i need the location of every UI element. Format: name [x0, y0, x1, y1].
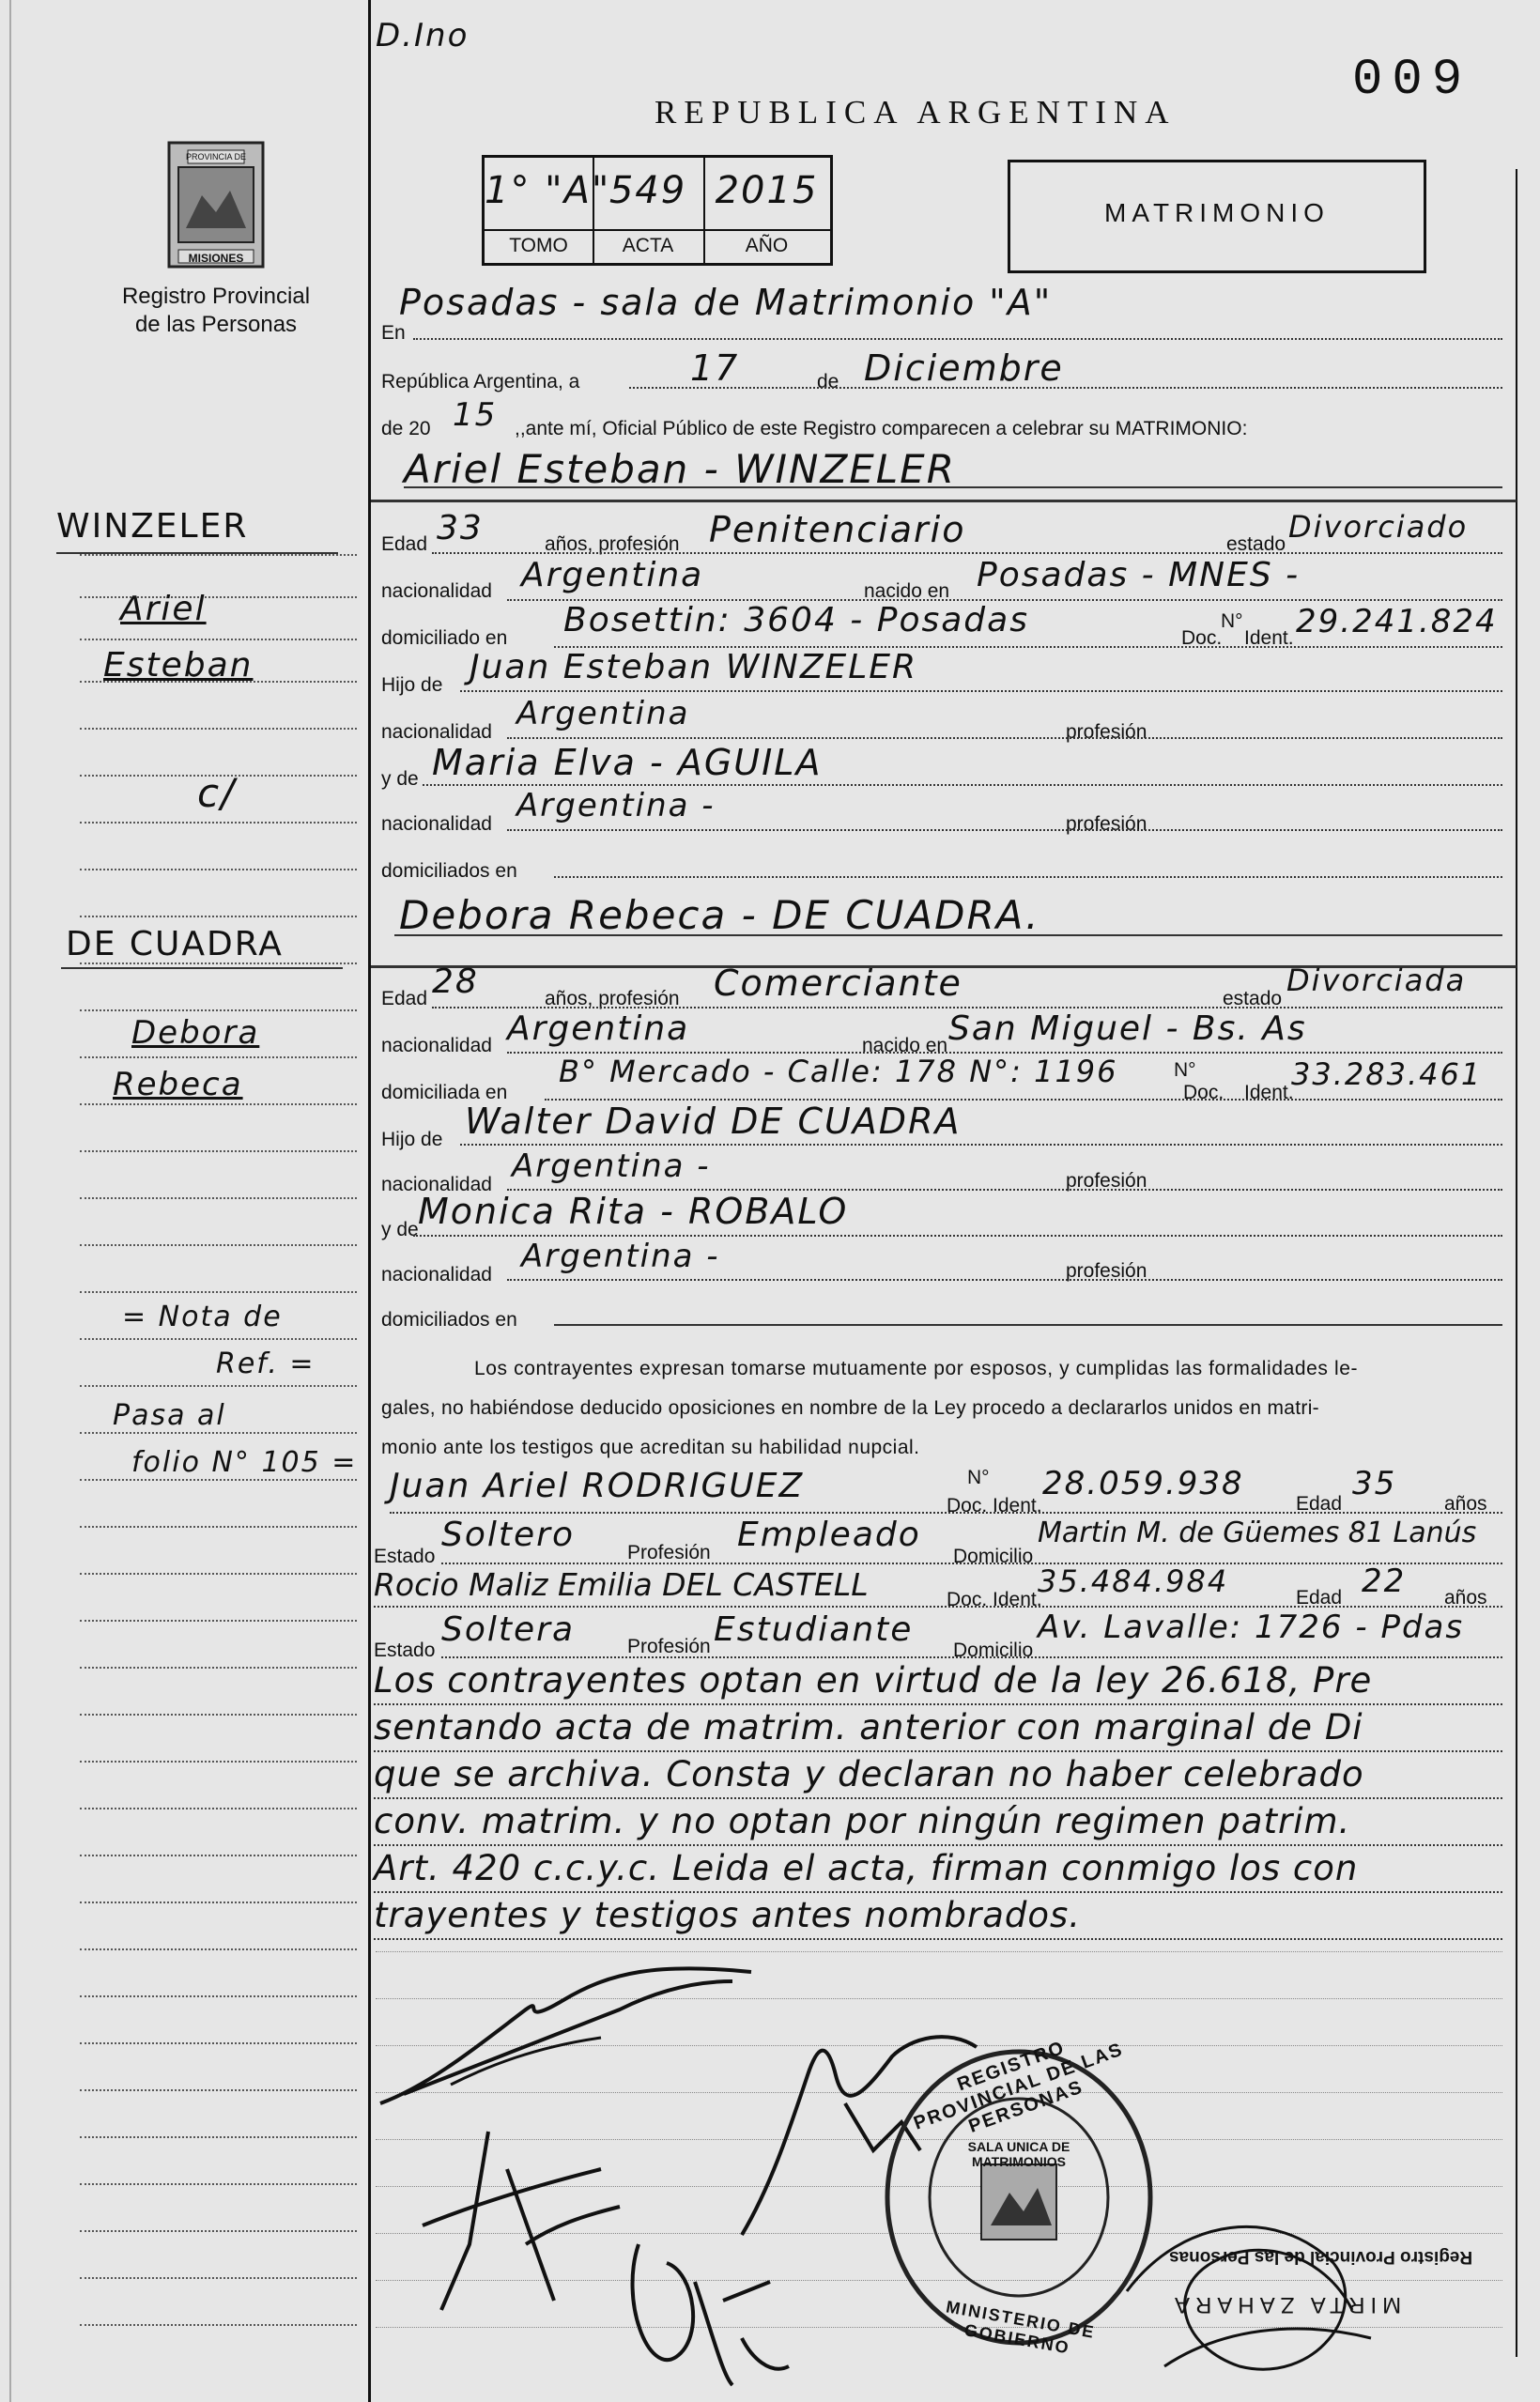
- groom-mother-profesion-label: profesión: [1066, 813, 1147, 835]
- ceremony-year-suffix: 15: [453, 396, 498, 434]
- groom-mother: Maria Elva - AGUILA: [432, 742, 823, 783]
- groom-mother-nac-label: nacionalidad: [381, 813, 492, 835]
- bride-mother-nac-label: nacionalidad: [381, 1264, 492, 1286]
- bride-mother-profesion-label: profesión: [1066, 1260, 1147, 1282]
- witness1-age: 35: [1352, 1465, 1397, 1502]
- groom-full-name: Ariel Esteban - WINZELER: [404, 446, 956, 492]
- bride-father-nationality: Argentina -: [512, 1147, 711, 1185]
- bride-birthplace: San Miguel - Bs. As: [948, 1009, 1307, 1048]
- year-label: AÑO: [745, 235, 789, 256]
- bride-n-label: N°: [1174, 1059, 1196, 1081]
- ceremony-day: 17: [690, 347, 740, 389]
- left-margin-rule: [368, 0, 371, 2402]
- groom-hijo-label: Hijo de: [381, 674, 443, 696]
- bride-estado-label: estado: [1223, 988, 1283, 1009]
- witness2-profesion-label: Profesión: [627, 1636, 711, 1657]
- stamp-bottom-text: MINISTERIO DE GOBIERNO: [944, 2297, 1097, 2358]
- witness2-doc-number: 35.484.984: [1038, 1563, 1229, 1599]
- groom-edad-label: Edad: [381, 533, 428, 555]
- document-type: MATRIMONIO: [1104, 198, 1330, 227]
- bride-doc-label: Doc.: [1183, 1082, 1224, 1103]
- groom-profession: Penitenciario: [709, 509, 966, 550]
- intro-sentence: ,,ante mí, Oficial Público de este Registro comparecen a celebrar su MATRIMONIO:: [515, 418, 1248, 439]
- bride-y-de-label: y de: [381, 1219, 419, 1240]
- witness2-domicilio-label: Domicilio: [953, 1640, 1034, 1661]
- witness2-civil-status: Soltera: [441, 1610, 576, 1649]
- margin-groom-surname: WINZELER: [56, 507, 249, 546]
- bride-nacido-label: nacido en: [862, 1035, 948, 1056]
- record-value: 549: [608, 169, 687, 212]
- bride-doc-number: 33.283.461: [1291, 1056, 1483, 1092]
- groom-nacido-label: nacido en: [864, 580, 950, 602]
- margin-bride-name1: Debora: [131, 1014, 260, 1052]
- bride-hijo-label: Hijo de: [381, 1129, 443, 1150]
- note-line-6: trayentes y testigos antes nombrados.: [374, 1895, 1082, 1935]
- volume-label: TOMO: [509, 235, 568, 256]
- witness2-edad-label: Edad: [1296, 1587, 1343, 1609]
- bride-anos-profesion-label: años, profesión: [545, 988, 680, 1009]
- witness1-domicilio-label: Domicilio: [953, 1546, 1034, 1567]
- year-value: 2015: [715, 169, 819, 212]
- note-line-1: Los contrayentes optan en virtud de la ley 26.618, Pre: [374, 1660, 1373, 1701]
- margin-note-line1: = Nota de: [122, 1301, 283, 1333]
- bride-father-profesion-label: profesión: [1066, 1170, 1147, 1192]
- groom-n-label: N°: [1221, 610, 1243, 632]
- witness1-address: Martin M. de Güemes 81 Lanús: [1038, 1517, 1477, 1549]
- margin-bride-surname: DE CUADRA: [66, 925, 284, 963]
- witness1-civil-status: Soltero: [441, 1516, 575, 1554]
- witness2-estado-label: Estado: [374, 1640, 436, 1661]
- groom-estado-label: estado: [1226, 533, 1286, 555]
- witness2-doc-label: Doc. Ident.: [947, 1589, 1042, 1610]
- officer-stamp-line1: MIRTA ZAHARA: [1169, 2292, 1402, 2317]
- groom-ident-label: Ident.: [1244, 627, 1294, 649]
- note-line-2: sentando acta de matrim. anterior con marginal de Di: [374, 1707, 1363, 1748]
- record-label: ACTA: [622, 235, 674, 256]
- groom-nacionalidad-label: nacionalidad: [381, 580, 492, 602]
- groom-father-nationality: Argentina: [516, 695, 690, 732]
- groom-father-profesion-label: profesión: [1066, 721, 1147, 743]
- bride-mother-nationality: Argentina -: [521, 1238, 720, 1275]
- volume-record-year-box: [482, 155, 833, 266]
- margin-bride-name2: Rebeca: [113, 1066, 243, 1103]
- bride-nacionalidad-label: nacionalidad: [381, 1035, 492, 1056]
- witness1-profession: Empleado: [737, 1516, 921, 1554]
- stamp-inner-text: SALA UNICA DE MATRIMONIOS: [967, 2139, 1070, 2169]
- witness2-age: 22: [1362, 1563, 1407, 1600]
- witness1-estado-label: Estado: [374, 1546, 436, 1567]
- de-year-label: de 20: [381, 418, 431, 439]
- note-line-4: conv. matrim. y no optan por ningún regimen patrim.: [374, 1801, 1351, 1841]
- bride-nationality: Argentina: [507, 1009, 690, 1048]
- groom-domiciliado-label: domiciliado en: [381, 627, 508, 649]
- witness1-edad-label: Edad: [1296, 1493, 1343, 1515]
- margin-groom-name1: Ariel: [120, 590, 207, 628]
- registry-name-line1: Registro Provincial: [121, 284, 311, 309]
- right-margin-rule: [1516, 169, 1517, 2357]
- witness1-anos-label: años: [1444, 1493, 1487, 1515]
- groom-birthplace: Posadas - MNES -: [977, 556, 1301, 594]
- witness2-address: Av. Lavalle: 1726 - Pdas: [1038, 1609, 1465, 1646]
- margin-note-line3: Pasa al: [113, 1399, 226, 1432]
- witness1-n-label: N°: [967, 1467, 990, 1488]
- bride-edad-label: Edad: [381, 988, 428, 1009]
- groom-doc-label: Doc.: [1181, 627, 1223, 649]
- witness2-profession: Estudiante: [714, 1610, 914, 1649]
- signature-witness2: [610, 2188, 798, 2394]
- margin-connector: c/: [197, 770, 237, 816]
- witness1-name: Juan Ariel RODRIGUEZ: [390, 1467, 805, 1505]
- bride-profession: Comerciante: [714, 962, 962, 1004]
- bride-mother: Monica Rita - ROBALO: [418, 1191, 849, 1232]
- folio-number: 009: [1352, 52, 1472, 109]
- groom-anos-profesion-label: años, profesión: [545, 533, 680, 555]
- groom-age: 33: [437, 509, 484, 547]
- bride-address: B° Mercado - Calle: 178 N°: 1196: [559, 1054, 1118, 1089]
- registry-name-line2: de las Personas: [134, 312, 298, 337]
- ceremony-month: Diciembre: [864, 347, 1064, 389]
- witness1-doc-label: Doc. Ident.: [947, 1495, 1042, 1517]
- margin-note-line4: folio N° 105 =: [131, 1446, 358, 1479]
- bride-age: 28: [432, 962, 479, 1001]
- seal-text-bottom: MISIONES: [188, 252, 244, 265]
- groom-y-de-label: y de: [381, 768, 419, 790]
- bride-ident-label: Ident.: [1244, 1082, 1294, 1103]
- country-title: REPUBLICA ARGENTINA: [654, 94, 1177, 131]
- officer-stamp-line2: Registro Provincial de las Personas: [1169, 2247, 1473, 2267]
- groom-domiciliados-label: domiciliados en: [381, 860, 517, 882]
- ceremony-place: Posadas - sala de Matrimonio "A": [399, 282, 1053, 323]
- groom-civil-status: Divorciado: [1288, 509, 1469, 545]
- outer-left-rule: [9, 0, 11, 2402]
- bride-full-name: Debora Rebeca - DE CUADRA.: [399, 892, 1040, 938]
- bride-civil-status: Divorciada: [1286, 962, 1467, 998]
- volume-value: 1° "A": [485, 169, 611, 212]
- de-label: de: [817, 371, 839, 393]
- bride-domiciliados-label: domiciliados en: [381, 1309, 517, 1331]
- document-type-box: [1008, 160, 1426, 273]
- declaration-line1: Los contrayentes expresan tomarse mutuamente por esposos, y cumplidas las formalidades le-: [474, 1358, 1359, 1379]
- declaration-line3: monio ante los testigos que acreditan su habilidad nupcial.: [381, 1437, 920, 1458]
- witness1-profesion-label: Profesión: [627, 1542, 711, 1563]
- note-line-3: que se archiva. Consta y declaran no haber celebrado: [374, 1754, 1364, 1794]
- groom-father: Juan Esteban WINZELER: [470, 648, 918, 686]
- groom-doc-number: 29.241.824: [1296, 603, 1498, 640]
- groom-mother-nationality: Argentina -: [516, 787, 716, 824]
- margin-groom-name2: Esteban: [103, 646, 254, 685]
- groom-address: Bosettin: 3604 - Posadas: [563, 601, 1029, 639]
- groom-father-nac-label: nacionalidad: [381, 721, 492, 743]
- margin-note-line2: Ref. =: [216, 1347, 316, 1380]
- witness1-doc-number: 28.059.938: [1042, 1465, 1244, 1502]
- witness2-anos-label: años: [1444, 1587, 1487, 1609]
- declaration-line2: gales, no habiéndose deducido oposiciones en nombre de la Ley procedo a declararlos unidos en matri-: [381, 1397, 1319, 1419]
- witness2-name: Rocio Maliz Emilia DEL CASTELL: [374, 1566, 869, 1603]
- republica-label: República Argentina, a: [381, 371, 580, 393]
- seal-text-top: PROVINCIA DE: [185, 152, 246, 162]
- note-line-5: Art. 420 c.c.y.c. Leida el acta, firman conmigo los con: [374, 1848, 1359, 1888]
- bride-father-nac-label: nacionalidad: [381, 1174, 492, 1195]
- en-label: En: [381, 322, 406, 344]
- bride-domiciliada-label: domiciliada en: [381, 1082, 508, 1103]
- initials: D.Ino: [376, 17, 470, 54]
- groom-nationality: Argentina: [521, 556, 704, 594]
- signature-groom: [376, 1953, 770, 2113]
- bride-father: Walter David DE CUADRA: [465, 1101, 962, 1142]
- stamp-outer-text: REGISTRO PROVINCIAL DE LAS PERSONAS: [911, 2037, 1127, 2137]
